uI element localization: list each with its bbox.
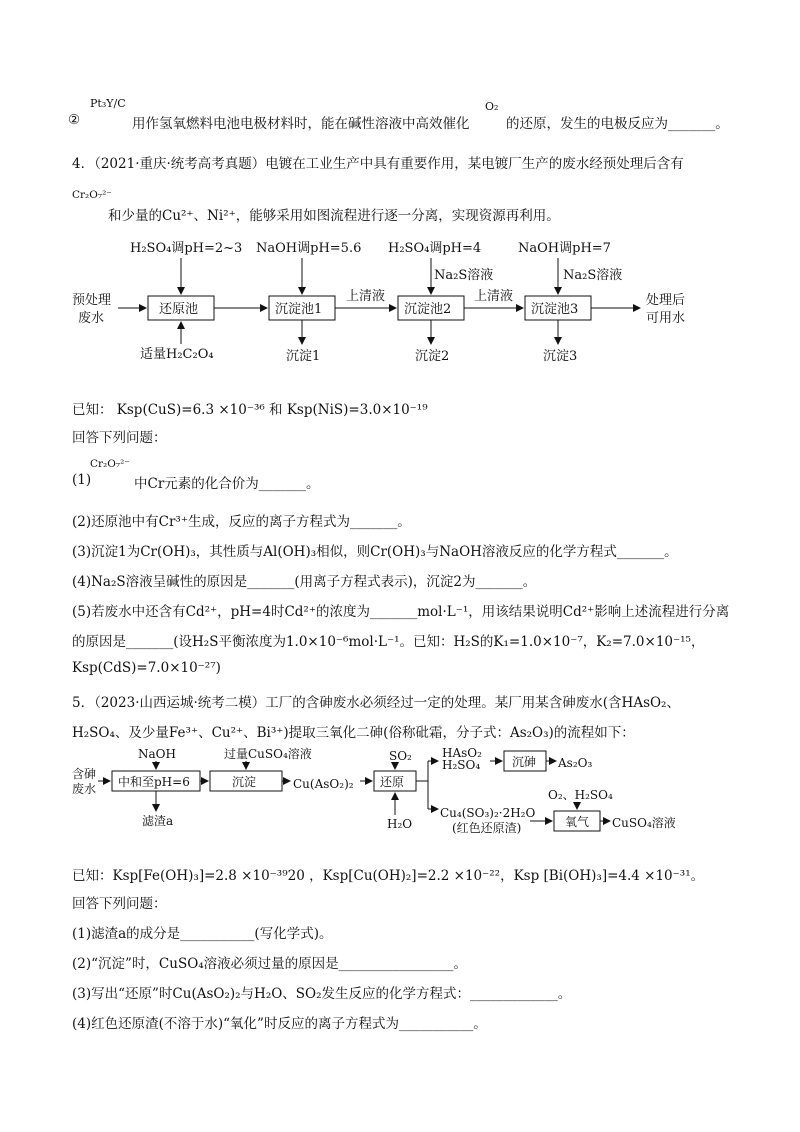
item-marker: ② <box>68 112 81 128</box>
output-label-1: 处理后 <box>646 293 686 308</box>
q5-branch-bottom-2: (红色还原渣) <box>452 821 522 835</box>
q5-box-label-5: 氧气 <box>565 815 590 829</box>
q5-sub2: (2)“沉淀”时，CuSO₄溶液必须过量的原因是_________________。 <box>72 956 467 972</box>
q4-sub3: (3)沉淀1为Cr(OH)₃，其性质与Al(OH)₃相似，则Cr(OH)₃与NaOH溶液反应的化学方程式_______。 <box>72 544 678 560</box>
q5-header-1: 5．（2023·山西运城·统考二模）工厂的含砷废水必须经过一定的处理。某厂用某含砷废水(含HAsO₂、 <box>72 695 680 711</box>
input-label-2: 废水 <box>78 311 105 326</box>
q5-cuso4-excess: 过量CuSO₄溶液 <box>224 747 312 761</box>
q5-box-label-2: 沉淀 <box>232 775 257 789</box>
box-label-2: 沉淀池1 <box>275 302 323 317</box>
q4-sub4: (4)Na₂S溶液呈碱性的原因是_______(用离子方程式表示)，沉淀2为_______。 <box>72 574 537 590</box>
q5-flowchart <box>60 745 720 850</box>
q5-branch-bottom-1: Cu₄(SO₃)₂·2H₂O <box>440 806 536 820</box>
q5-box-label-3: 还原 <box>380 775 405 789</box>
q5-input-1: 含砷 <box>72 767 97 781</box>
q4-sub5-line1: (5)若废水中还含有Cd²⁺，pH=4时Cd²⁺的浓度为_______mol·L⁻¹，用该结果说明Cd²⁺影响上述流程进行分离 <box>72 604 730 620</box>
q5-box-label-4: 沉砷 <box>512 755 537 769</box>
reagent-side-1: Na₂S溶液 <box>434 268 494 283</box>
o2-formula: O₂ <box>485 100 499 113</box>
q5-sub3: (3)写出“还原”时Cu(AsO₂)₂与H₂O、SO₂发生反应的化学方程式：_____________。 <box>72 986 572 1002</box>
reagent-side-2: Na₂S溶液 <box>563 268 623 283</box>
q5-as2o3: As₂O₃ <box>558 756 593 770</box>
transfer-label-1: 上清液 <box>346 289 386 304</box>
box-label-1: 还原池 <box>159 302 199 317</box>
item-text-1: 用作氢氧燃料电池电极材料时，能在碱性溶液中高效催化 <box>132 116 470 132</box>
precipitate-2: 沉淀2 <box>415 349 450 364</box>
q4-known: 已知： Ksp(CuS)=6.3 ×10⁻³⁶ 和 Ksp(NiS)=3.0×10⁻¹⁹ <box>72 402 428 418</box>
q5-sub4: (4)红色还原渣(不溶于水)“氧化”时反应的离子方程式为___________。 <box>72 1016 487 1032</box>
q5-header-2: H₂SO₄、及少量Fe³⁺、Cu²⁺、Bi³⁺)提取三氧化二砷(俗称砒霜，分子式：As₂O₃)的流程如下： <box>72 725 635 741</box>
q5-box-label-1: 中和至pH=6 <box>118 775 190 789</box>
q5-naoh: NaOH <box>138 747 176 761</box>
q4-ion-formula: Cr₂O₇²⁻ <box>72 189 112 201</box>
q5-o2-h2so4: O₂、H₂SO₄ <box>548 788 613 802</box>
q5-filtrate-a: 滤渣a <box>142 814 174 828</box>
reagent-top-4: NaOH调pH=7 <box>518 241 611 256</box>
q4-sub1-text: 中Cr元素的化合价为_______。 <box>134 476 320 492</box>
q5-known: 已知：Ksp[Fe(OH)₃]=2.8 ×10⁻³⁹20 ，Ksp[Cu(OH)₂]=2.2 ×10⁻²²，Ksp [Bi(OH)₃]=4.4 ×10⁻³¹。 <box>72 868 705 884</box>
q5-h2o: H₂O <box>387 817 413 831</box>
q4-answer-prompt: 回答下列问题： <box>72 430 167 446</box>
input-label-1: 预处理 <box>72 293 112 308</box>
q4-flowchart <box>60 238 720 378</box>
precipitate-3: 沉淀3 <box>543 349 578 364</box>
box-label-3: 沉淀池2 <box>404 302 452 317</box>
reagent-bottom: 适量H₂C₂O₄ <box>140 347 214 362</box>
reagent-top-2: NaOH调pH=5.6 <box>256 241 362 256</box>
reagent-top-1: H₂SO₄调pH=2~3 <box>130 241 243 256</box>
q5-branch-top-1: HAsO₂ <box>442 746 482 760</box>
q4-sub1-formula: Cr₂O₇²⁻ <box>90 458 130 470</box>
reagent-top-3: H₂SO₄调pH=4 <box>388 241 482 256</box>
q4-sub5-line2: 的原因是_______(设H₂S平衡浓度为1.0×10⁻⁶mol·L⁻¹。已知：H₂S的K₁=1.0×10⁻⁷，K₂=7.0×10⁻¹⁵， <box>72 634 705 650</box>
q5-cu-aso2: Cu(AsO₂)₂ <box>293 777 354 791</box>
q5-answer-prompt: 回答下列问题： <box>72 896 167 912</box>
output-label-2: 可用水 <box>646 311 686 326</box>
q4-header: 4．（2021·重庆·统考高考真题）电镀在工业生产中具有重要作用，某电镀厂生产的废水经预处理后含有 <box>72 156 684 172</box>
q4-sub5-line3: Ksp(CdS)=7.0×10⁻²⁷) <box>72 660 221 676</box>
q5-so2: SO₂ <box>389 749 412 763</box>
q5-cuso4-solution: CuSO₄溶液 <box>612 816 676 830</box>
q4-ion-text: 和少量的Cu²⁺、Ni²⁺，能够采用如图流程进行逐一分离，实现资源再利用。 <box>108 208 560 224</box>
q4-sub1-prefix: (1) <box>72 472 92 488</box>
q5-branch-top-2: H₂SO₄ <box>442 758 481 772</box>
transfer-label-2: 上清液 <box>474 289 514 304</box>
item-text-2: 的还原，发生的电极反应为_______。 <box>506 116 729 132</box>
box-label-4: 沉淀池3 <box>531 302 579 317</box>
precipitate-1: 沉淀1 <box>286 349 321 364</box>
q5-sub1: (1)滤渣a的成分是___________(写化学式)。 <box>72 926 333 942</box>
q4-sub2: (2)还原池中有Cr³⁺生成，反应的离子方程式为_______。 <box>72 514 411 530</box>
q5-input-2: 废水 <box>72 782 97 796</box>
catalyst-formula: Pt₃Y/C <box>90 97 126 110</box>
